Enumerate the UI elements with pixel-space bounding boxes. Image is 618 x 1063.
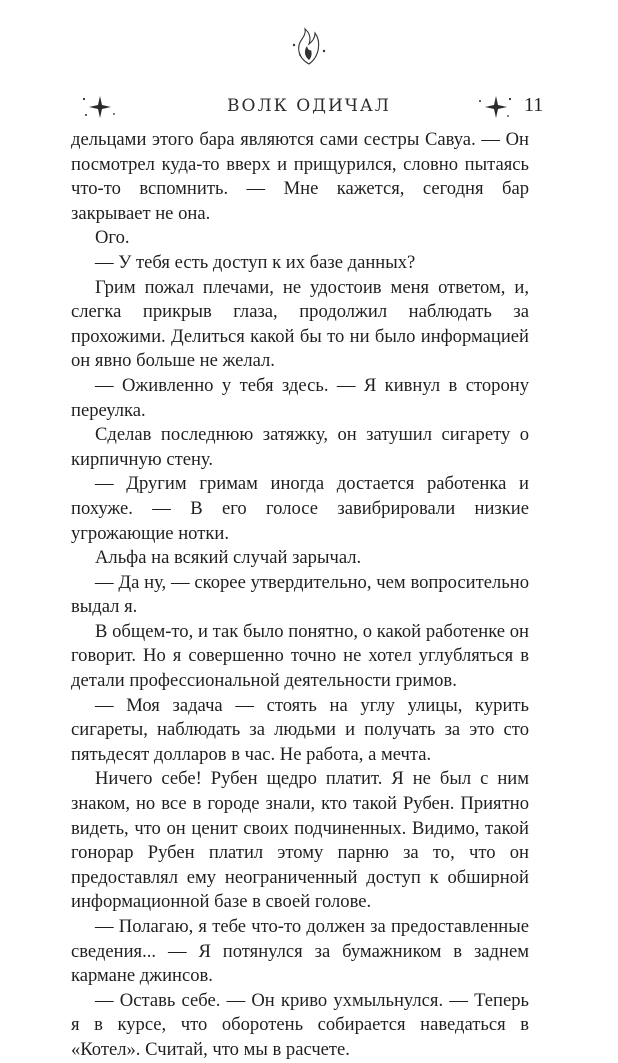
page-header: [0, 0, 618, 130]
paragraph: дельцами этого бара являются сами сестры Савуа. — Он посмотрел куда-то вверх и прищурился, словно пытаясь что-то вспомнить. — Мне кажется, сегодня бар закрывает не она.: [71, 129, 529, 224]
paragraph: Грим пожал плечами, не удостоив меня ответом, и, слегка прикрыв глаза, продолжил наблюдать за прохожими. Делиться какой бы то ни было информацией он явно больше не желал.: [71, 276, 529, 372]
paragraph: — Оживленно у тебя здесь. — Я кивнул в сторону переулка.: [71, 374, 529, 421]
paragraph: Альфа на всякий случай зарычал.: [95, 547, 362, 569]
paragraph: В общем-то, и так было понятно, о какой работенке он говорит. Но я совершенно точно не хотел углубляться в детали профессиональной деятельности гримов.: [71, 620, 529, 692]
body-text: [71, 128, 529, 1063]
paragraph: — Моя задача — стоять на углу улицы, курить сигареты, наблюдать за людьми и получать за это сто пятьдесят долларов в час. Не работа, а мечта.: [71, 694, 529, 765]
paragraph: Ого.: [95, 227, 130, 249]
paragraph: — Полагаю, я тебе что-то должен за предоставленные сведения... — Я потянулся за бумажником в заднем кармане джинсов.: [71, 916, 529, 987]
paragraph: Ничего себе! Рубен щедро платит. Я не был с ним знаком, но все в городе знали, кто такой Рубен. Приятно видеть, что он ценит своих подчиненных. Видимо, такой гонорар Рубен платил этому парню за то, что он предоставлял ему неограниченный доступ к обширной информационной базе в своей голове.: [71, 768, 529, 913]
paragraph: — Другим гримам иногда достается работенка и похуже. — В его голосе завибрировали низкие угрожающие нотки.: [71, 473, 529, 544]
running-title: ВОЛК ОДИЧАЛ: [227, 96, 391, 116]
paragraph: — У тебя есть доступ к их базе данных?: [95, 251, 416, 273]
page-number: 11: [524, 94, 544, 116]
paragraph: Сделав последнюю затяжку, он затушил сигарету о кирпичную стену.: [71, 424, 529, 470]
flame-icon: [293, 29, 325, 64]
paragraph: — Да ну, — скорее утвердительно, чем вопросительно выдал я.: [71, 571, 529, 618]
paragraph: — Оставь себе. — Он криво ухмыльнулся. — Теперь я в курсе, что оборотень собирается наведаться в «Котел». Считай, что мы в расчете.: [71, 989, 529, 1060]
